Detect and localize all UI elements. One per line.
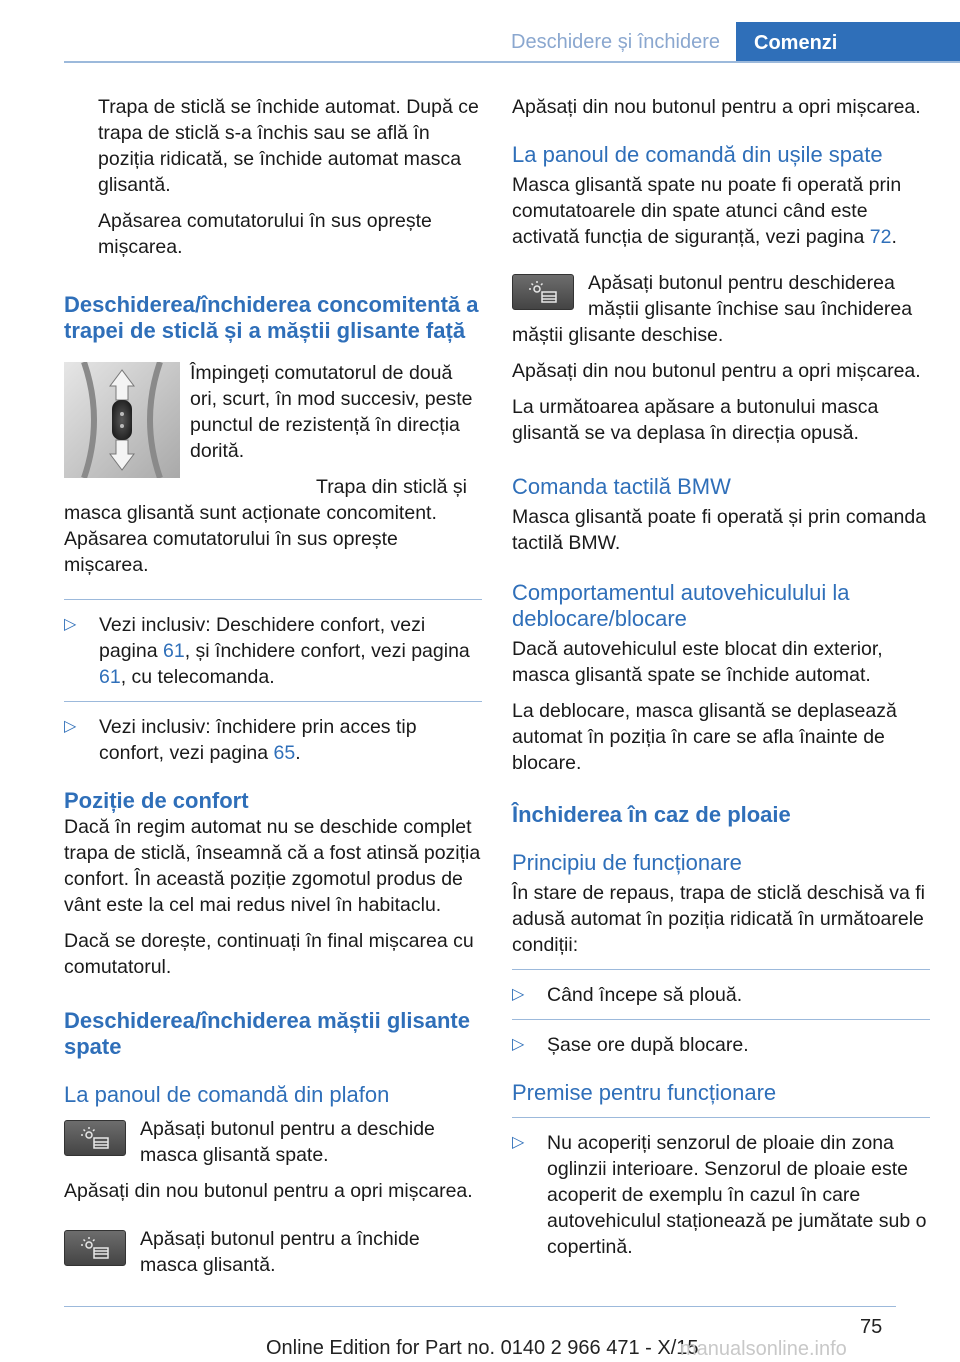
paragraph: La următoarea apăsare a butonului masca glisantă se va deplasa în direcția opusă.: [512, 396, 879, 444]
bullet-icon: ▷: [512, 1036, 525, 1053]
list-item: ▷ Când începe să plouă.: [512, 984, 743, 1006]
header-rule: [64, 61, 960, 63]
rear-door-mask-button-icon: [512, 274, 574, 310]
paragraph: Apăsați din nou butonul pentru a opri mișcarea.: [64, 1180, 473, 1202]
paragraph: Dacă autovehiculul este blocat din exterior, masca glisantă spate se închide automat.: [512, 638, 883, 686]
paragraph: Dacă în regim automat nu se deschide complet trapa de sticlă, înseamnă că a fost atinsă poziția confort. În această poziție zgomotul produs de vânt este la cel mai redus nivel în habitaclu.: [64, 816, 481, 916]
edition-note: Online Edition for Part no. 0140 2 966 471 - X/15: [266, 1337, 699, 1359]
subsection-heading: La panoul de comandă din plafon: [64, 1082, 390, 1107]
list-item: ▷ Vezi inclusiv: Deschidere confort, vezi pagina 61, și închidere confort, vezi pagina 61, cu telecomanda.: [64, 614, 470, 688]
paragraph: Masca glisantă spate nu poate fi operată prin comutatoarele din spate atunci când este activată funcția de siguranță, vezi pagina 72.: [512, 174, 902, 248]
paragraph: Apăsați butonul pentru a deschide masca glisantă spate.: [140, 1118, 435, 1166]
page-link[interactable]: 72: [869, 226, 892, 248]
list-separator: [64, 599, 482, 600]
page-link[interactable]: 61: [162, 640, 185, 662]
subsection-heading: Comportamentul autovehiculului la deblocare/blocare: [512, 580, 850, 631]
paragraph: Trapa de sticlă se închide automat. După ce trapa de sticlă s-a închis sau se află în poziția ridicată, se închide automat masca glisantă.: [98, 96, 479, 196]
paragraph: Apăsați butonul pentru deschiderea măștii glisante închise sau închiderea măștii glisante deschise.: [512, 272, 913, 346]
mask-close-button-icon: [64, 1230, 126, 1266]
bullet-icon: ▷: [512, 986, 525, 1003]
list-separator: [64, 701, 482, 702]
subsection-heading: Principiu de funcționare: [512, 850, 742, 875]
footer-rule: [64, 1306, 896, 1307]
list-item: ▷ Vezi inclusiv: închidere prin acces tip confort, vezi pagina 65.: [64, 716, 417, 764]
subsection-heading: La panoul de comandă din ușile spate: [512, 142, 883, 167]
subsection-heading: Comanda tactilă BMW: [512, 474, 731, 499]
list-separator: [512, 1117, 930, 1118]
paragraph: Trapa din sticlă și masca glisantă sunt acționate concomitent. Apăsarea comutatorului în sus oprește mișcarea.: [64, 476, 468, 576]
paragraph: Împingeți comutatorul de două ori, scurt, în mod succesiv, peste punctul de rezistență în direcția dorită.: [190, 362, 473, 462]
paragraph: Apăsați din nou butonul pentru a opri mișcarea.: [512, 360, 921, 382]
list-item: ▷ Șase ore după blocare.: [512, 1034, 749, 1056]
paragraph: Apăsați butonul pentru a închide masca glisantă.: [140, 1228, 420, 1276]
bullet-icon: ▷: [512, 1134, 525, 1151]
list-separator: [512, 969, 930, 970]
section-heading: Închiderea în caz de ploaie: [512, 802, 791, 827]
header-section-title: Deschidere și închidere: [511, 31, 720, 53]
left-column: [64, 94, 482, 1288]
watermark: manualsonline.info: [680, 1338, 847, 1360]
right-column: [512, 94, 930, 1260]
section-heading: Deschiderea/închiderea măștii glisante spate: [64, 1008, 470, 1059]
paragraph: Masca glisantă poate fi operată și prin comanda tactilă BMW.: [512, 506, 927, 554]
paragraph: Apăsați din nou butonul pentru a opri mișcarea.: [512, 96, 921, 118]
list-item: ▷ Nu acoperiți senzorul de ploaie din zona oglinzii interioare. Senzorul de ploaie este acoperit de exemplu în cazul în care autovehiculul staționează pe jumătate sub o copertină.: [512, 1132, 927, 1258]
paragraph: În stare de repaus, trapa de sticlă deschisă va fi adusă automat în poziția ridicată în următoarele condiții:: [512, 882, 925, 956]
subsection-heading: Premise pentru funcționare: [512, 1080, 777, 1105]
paragraph: La deblocare, masca glisantă se deplasează automat în poziția în care se afla înainte de blocare.: [512, 700, 897, 774]
bullet-icon: ▷: [64, 718, 77, 735]
mask-open-button-icon: [64, 1120, 126, 1156]
paragraph: Dacă se dorește, continuați în final mișcarea cu comutatorul.: [64, 930, 474, 978]
paragraph: Apăsarea comutatorului în sus oprește mișcarea.: [98, 210, 432, 258]
bullet-icon: ▷: [64, 616, 77, 633]
section-heading: Poziție de confort: [64, 788, 249, 813]
roof-switch-image: [64, 362, 180, 478]
header-chapter-tab: Comenzi: [736, 22, 960, 62]
page-number: 75: [860, 1316, 883, 1338]
page-link[interactable]: 61: [99, 666, 121, 688]
list-separator: [512, 1019, 930, 1020]
section-heading: Deschiderea/închiderea concomitentă a trapei de sticlă și a măștii glisante față: [64, 292, 479, 343]
page-link[interactable]: 65: [273, 742, 296, 764]
